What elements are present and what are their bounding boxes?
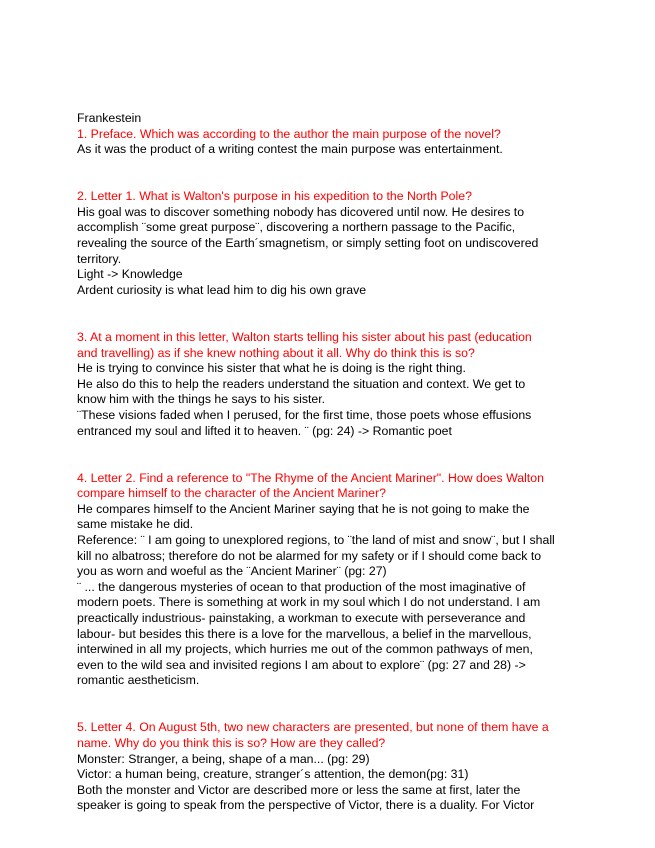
answer-line: Victor: a human being, creature, stranger´s attention, the demon(pg: 31): [77, 767, 469, 782]
answer-line: revealing the source of the Earth´smagnetism, or simply setting foot on undiscovered: [77, 236, 539, 251]
question-line: compare himself to the character of the Ancient Mariner?: [77, 486, 386, 501]
section-2: [77, 189, 577, 298]
answer-line: ¨These visions faded when I perused, for the first time, those poets whose effusions: [77, 407, 532, 422]
section-5: [77, 720, 577, 814]
section-gap: [77, 439, 577, 471]
answer-line: speaker is going to speak from the perspective of Victor, there is a duality. For Victor: [77, 798, 535, 813]
answer-line: entranced my soul and lifted it to heaven. ¨ (pg: 24) -> Romantic poet: [77, 423, 452, 438]
answer-line: Ardent curiosity is what lead him to dig his own grave: [77, 282, 367, 297]
answer-line: Both the monster and Victor are described more or less the same at first, later the: [77, 782, 521, 797]
answer-line: same mistake he did.: [77, 517, 194, 532]
answer-line: preactically industrious- painstaking, a workman to execute with perseverance and: [77, 610, 526, 625]
question-line: and travelling) as if she knew nothing about it all. Why do think this is so?: [77, 345, 475, 360]
answer-line: romantic aestheticism.: [77, 673, 200, 688]
answer-line: modern poets. There is something at work in my soul which I do not understand. I am: [77, 595, 541, 610]
section-gap: [77, 158, 577, 190]
answer-line: territory.: [77, 251, 122, 266]
question-line: 2. Letter 1. What is Walton's purpose in his expedition to the North Pole?: [77, 189, 472, 204]
document-title: Frankestein: [77, 111, 142, 125]
answer-line: His goal was to discover something nobody has dicovered until now. He desires to: [77, 204, 525, 219]
question-line: 4. Letter 2. Find a reference to "The Rhyme of the Ancient Mariner". How does Walton: [77, 470, 544, 485]
answer-line: Light -> Knowledge: [77, 267, 183, 282]
answer-line: you as worn and woeful as the ¨Ancient Mariner¨ (pg: 27): [77, 564, 387, 579]
answer-line: kill no albatross; therefore do not be alarmed for my safety or if I should come back to: [77, 548, 542, 563]
section-gap: [77, 689, 577, 721]
section-gap: [77, 298, 577, 330]
answer-line: He is trying to convince his sister that what he is doing is the right thing.: [77, 361, 466, 376]
question-line: 3. At a moment in this letter, Walton starts telling his sister about his past (education: [77, 329, 532, 344]
answer-line: know him with the things he says to his sister.: [77, 392, 326, 407]
section-4: [77, 471, 577, 689]
answer-line: labour- but besides this there is a love for the marvellous, a belief in the marvellous,: [77, 626, 532, 641]
question-line: name. Why do you think this is so? How are they called?: [77, 736, 386, 750]
answer-line: accomplish ¨some great purpose¨, discovering a northern passage to the Pacific,: [77, 220, 516, 235]
question-line: 1. Preface. Which was according to the author the main purpose of the novel?: [77, 126, 501, 141]
section-1: [77, 127, 577, 158]
answer-line: even to the wild sea and invisited regions I am about to explore¨ (pg: 27 and 28) ->: [77, 657, 526, 672]
section-3: [77, 330, 577, 439]
answer-line: Reference: ¨ I am going to unexplored regions, to ¨the land of mist and snow¨, but I shall: [77, 532, 555, 547]
answer-line: As it was the product of a writing contest the main purpose was entertainment.: [77, 142, 503, 157]
answer-line: ¨ ... the dangerous mysteries of ocean to that production of the most imaginative of: [77, 579, 526, 594]
answer-line: He compares himself to the Ancient Mariner saying that he is not going to make the: [77, 501, 530, 516]
answer-line: Monster: Stranger, a being, shape of a man... (pg: 29): [77, 751, 370, 766]
answer-line: interwined in all my projects, which hurries me out of the common pathways of men,: [77, 642, 533, 657]
document-page: [77, 111, 577, 814]
answer-line: He also do this to help the readers understand the situation and context. We get to: [77, 376, 526, 391]
question-line: 5. Letter 4. On August 5th, two new characters are presented, but none of them have a: [77, 720, 549, 735]
